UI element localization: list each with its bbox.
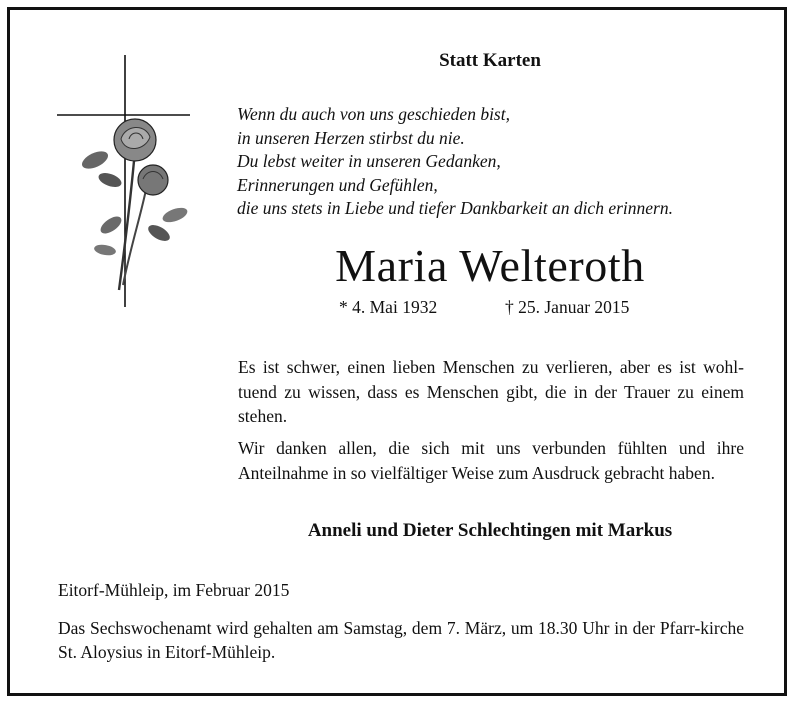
paragraph: Wir danken allen, die sich mit uns verbunden fühlten und ihre Anteilnahme in so vielfältiger Weise zum Ausdruck gebracht haben.	[238, 438, 744, 483]
birth-date: * 4. Mai 1932	[339, 297, 438, 317]
paragraph: Es ist schwer, einen lieben Menschen zu verlieren, aber es ist wohl-tuend zu wissen, dass es Menschen gibt, die in der Trauer zu einem stehen.	[238, 357, 744, 427]
poem-line: in unseren Herzen stirbst du nie.	[237, 127, 465, 148]
poem-line: Du lebst weiter in unseren Gedanken,	[237, 151, 501, 172]
poem-line: Wenn du auch von uns geschieden bist,	[237, 104, 510, 124]
cross-icon	[57, 55, 190, 307]
deceased-name: Maria Welteroth	[335, 240, 645, 291]
heading: Statt Karten	[439, 50, 541, 71]
poem-line: Erinnerungen und Gefühlen,	[237, 174, 438, 195]
rose-icon	[79, 119, 189, 290]
service-notice: Das Sechswochenamt wird gehalten am Samstag, dem 7. März, um 18.30 Uhr in der Pfarr-kirche St. Aloysius in Eitorf-Mühleip.	[58, 618, 744, 662]
death-date: † 25. Januar 2015	[505, 297, 630, 317]
poem-line: die uns stets in Liebe und tiefer Dankbarkeit an dich erinnern.	[237, 198, 673, 219]
signers: Anneli und Dieter Schlechtingen mit Markus	[307, 520, 673, 541]
cross-with-roses-icon	[55, 55, 195, 315]
poem	[237, 103, 673, 221]
place-date: Eitorf-Mühleip, im Februar 2015	[58, 580, 290, 600]
